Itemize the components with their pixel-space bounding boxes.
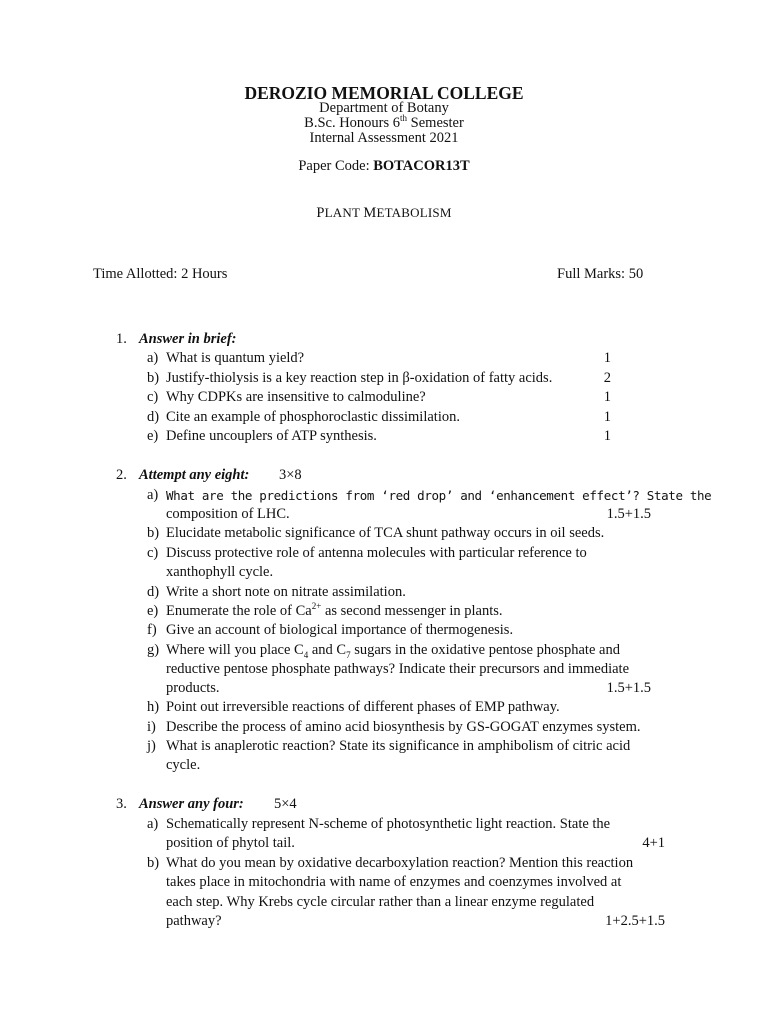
q3-item-a-text: Schematically represent N-scheme of photosynthetic light reaction. State the [166, 816, 611, 832]
q2-item-letter: i) [147, 719, 156, 735]
question-2-number: 2. [116, 467, 127, 483]
q2-item-c-text: Discuss protective role of antenna molecules with particular reference to [166, 545, 587, 561]
q1-item-letter: d) [147, 409, 160, 425]
q3-item-b-text-cont: takes place in mitochondria with name of enzymes and coenzymes involved at [166, 874, 622, 890]
q1-item-marks: 1 [603, 409, 611, 425]
q2-item-f-text: Give an account of biological importance of thermogenesis. [166, 622, 514, 638]
q2-item-a-marks: 1.5+1.5 [606, 506, 651, 522]
q2-item-letter: h) [147, 699, 160, 715]
question-3-marks: 5×4 [274, 796, 297, 812]
q2-item-letter: d) [147, 584, 160, 600]
q3-item-letter: a) [147, 816, 159, 832]
q1-item-marks: 1 [603, 350, 611, 366]
q1-item-letter: c) [147, 389, 159, 405]
q1-item-marks: 1 [603, 428, 611, 444]
q2-item-i-text: Describe the process of amino acid biosynthesis by GS-GOGAT enzymes system. [166, 719, 641, 735]
q2-item-letter: b) [147, 525, 160, 541]
q2-item-j-text: What is anaplerotic reaction? State its significance in amphibolism of citric acid [166, 738, 631, 754]
q2-item-j-text-cont: cycle. [166, 757, 201, 773]
q2-item-a-text-cont: composition of LHC. [166, 506, 290, 522]
q2-item-c-text-cont: xanthophyll cycle. [166, 564, 274, 580]
q2-item-letter: g) [147, 642, 160, 658]
q1-item-text: Why CDPKs are insensitive to calmoduline? [166, 389, 426, 405]
q2-item-letter: f) [147, 622, 157, 638]
question-1-number: 1. [116, 331, 127, 347]
paper-code-line: Paper Code: BOTACOR13T [298, 158, 470, 174]
q2-item-g-text: Where will you place $C_4$ and $C_7$ sugars in the oxidative pentose phosphate and [166, 642, 620, 660]
department: Department of Botany [319, 100, 449, 116]
q3-item-b-text-cont: pathway? [166, 913, 222, 929]
time-allotted: Time Allotted: 2 Hours [93, 266, 228, 282]
full-marks: Full Marks: 50 [557, 266, 644, 282]
q2-item-h-text: Point out irreversible reactions of different phases of EMP pathway. [166, 699, 560, 715]
q1-item-letter: b) [147, 370, 160, 386]
college-name: DEROZIO MEMORIAL COLLEGE [244, 83, 524, 103]
q1-item-text: What is quantum yield? [166, 350, 305, 366]
q2-item-g-text-cont: products. [166, 680, 220, 696]
q1-item-text: Cite an example of phosphoroclastic dissimilation. [166, 409, 460, 425]
question-3-number: 3. [116, 796, 127, 812]
paper-code: BOTACOR13T [373, 158, 470, 174]
q3-item-a-marks: 4+1 [642, 835, 665, 851]
q3-item-b-marks: 1+2.5+1.5 [605, 913, 665, 929]
q2-item-g-text-cont: reductive pentose phosphate pathways? Indicate their precursors and immediate [166, 661, 630, 677]
q2-item-letter: j) [147, 738, 156, 754]
q1-item-text: Justify-thiolysis is a key reaction step in β-oxidation of fatty acids. [166, 370, 553, 386]
subject-title: PLANT METABOLISM [316, 205, 452, 221]
q1-item-text: Define uncouplers of ATP synthesis. [166, 428, 377, 444]
q1-item-letter: e) [147, 428, 159, 444]
q3-item-a-text-cont: position of phytol tail. [166, 835, 295, 851]
q2-item-letter: a) [147, 487, 159, 503]
q2-item-e-text: Enumerate the role of $Ca^{2+}$ as second messenger in plants. [166, 601, 503, 619]
q2-item-letter: e) [147, 603, 159, 619]
assessment-title: Internal Assessment 2021 [309, 130, 459, 146]
q2-item-g-marks: 1.5+1.5 [606, 680, 651, 696]
q1-item-marks: 2 [603, 370, 611, 386]
q3-item-b-text-cont: each step. Why Krebs cycle circular rather than a linear enzyme regulated [166, 894, 595, 910]
question-2-heading: Attempt any eight: [139, 467, 250, 483]
question-1-heading: Answer in brief: [139, 331, 237, 347]
q2-item-a-text: What are the predictions from ‘red drop’ and ‘enhancement effect’? State the [166, 488, 712, 503]
q2-item-letter: c) [147, 545, 159, 561]
semester-line: B.Sc. Honours 6th Semester [304, 113, 464, 131]
question-2-marks: 3×8 [279, 467, 302, 483]
q2-item-d-text: Write a short note on nitrate assimilation. [166, 584, 406, 600]
q3-item-b-text: What do you mean by oxidative decarboxylation reaction? Mention this reaction [166, 855, 634, 871]
q2-item-b-text: Elucidate metabolic significance of TCA shunt pathway occurs in oil seeds. [166, 525, 605, 541]
q1-item-letter: a) [147, 350, 159, 366]
q3-item-letter: b) [147, 855, 160, 871]
question-3-heading: Answer any four: [139, 796, 244, 812]
q1-item-marks: 1 [603, 389, 611, 405]
